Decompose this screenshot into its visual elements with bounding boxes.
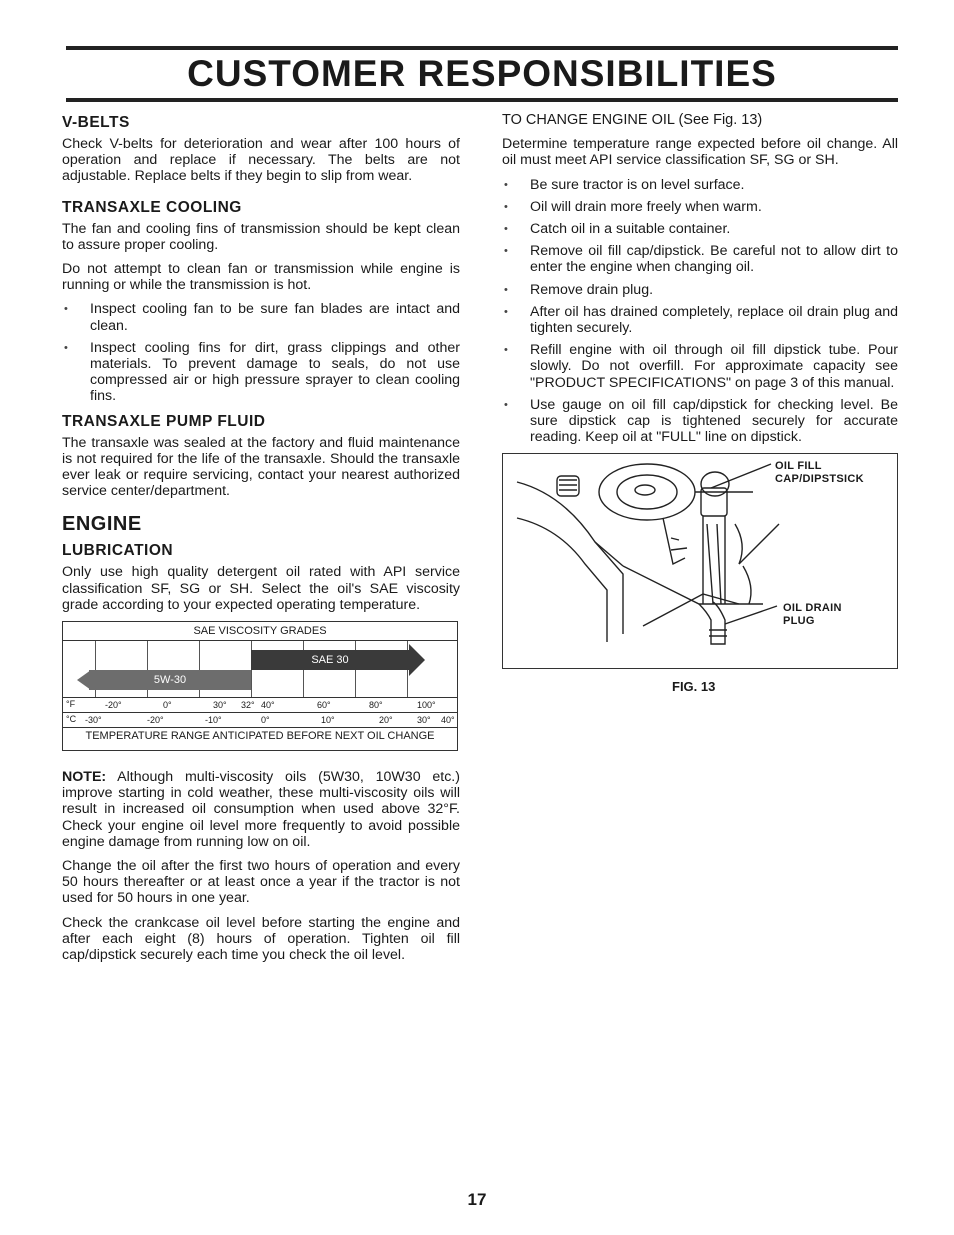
list-item-text: Remove oil fill cap/dipstick. Be careful not to allow dirt to enter the engine when changing oil.	[530, 243, 898, 276]
oil-drain-label-line2: PLUG	[783, 615, 815, 628]
transaxle-pump-heading: TRANSAXLE PUMP FLUID	[62, 412, 266, 430]
celsius-unit: °C	[66, 714, 77, 725]
list-item	[502, 342, 898, 391]
c-tick: 20°	[379, 715, 393, 726]
f-tick: 0°	[163, 700, 172, 711]
f-tick: -20°	[105, 700, 122, 711]
f-tick: 80°	[369, 700, 383, 711]
list-item	[502, 397, 898, 446]
c-tick: 0°	[261, 715, 270, 726]
change-oil-paragraph: Change the oil after the first two hours of operation and every 50 hours thereafter or at least once a year if the tractor is not used for 50 hours in one year.	[62, 858, 460, 907]
f-tick: 60°	[317, 700, 331, 711]
list-item-text: After oil has drained completely, replace oil drain plug and tighten securely.	[530, 303, 898, 337]
note-paragraph	[62, 769, 460, 850]
transaxle-cooling-p2: Do not attempt to clean fan or transmission while engine is running or while the transmission is hot.	[62, 261, 460, 294]
vbelts-body: Check V-belts for deterioration and wear after 100 hours of operation and replace if necessary. The belts are not adjustable. Replace belts if they begin to slip from wear.	[62, 136, 460, 185]
list-item-text: Remove drain plug.	[530, 281, 654, 298]
list-item	[502, 177, 898, 193]
bar-sae30: SAE 30	[251, 650, 409, 670]
oil-fill-label-line1: OIL FILL	[775, 460, 822, 473]
list-item-text: Be sure tractor is on level surface.	[530, 176, 745, 193]
lubrication-heading: LUBRICATION	[62, 542, 174, 560]
page-number: 17	[467, 1190, 487, 1209]
lubrication-body: Only use high quality detergent oil rated with API service classification SF, SG or SH. Select the oil's SAE viscosity grade according to your expected operating temperature.	[62, 564, 460, 613]
transaxle-cooling-list	[62, 301, 460, 404]
engine-heading: ENGINE	[62, 513, 142, 536]
bullet-icon: •	[504, 283, 508, 296]
list-item-text: Use gauge on oil fill cap/dipstick for checking level. Be sure dipstick cap is tightened securely for accurate reading. Keep oil at "FULL" line on dipstick.	[530, 396, 898, 446]
fahrenheit-unit: °F	[66, 699, 76, 710]
c-tick: -10°	[205, 715, 222, 726]
engine-oil-illustration	[503, 454, 897, 668]
list-item	[502, 221, 898, 237]
change-oil-heading: TO CHANGE ENGINE OIL (See Fig. 13)	[502, 112, 763, 128]
celsius-row	[63, 713, 457, 728]
check-oil-paragraph: Check the crankcase oil level before starting the engine and after each eight (8) hours of operation. Tighten oil fill cap/dipstick securely each time you check the oil level.	[62, 914, 460, 964]
f-tick: 100°	[417, 700, 436, 711]
right-column	[502, 112, 898, 694]
fahrenheit-row	[63, 698, 457, 713]
c-tick: -30°	[85, 715, 102, 726]
list-item	[502, 282, 898, 298]
sae-chart-grid	[63, 641, 457, 698]
left-column	[62, 112, 460, 971]
bullet-icon: •	[504, 305, 508, 318]
sae-chart-footer: TEMPERATURE RANGE ANTICIPATED BEFORE NEXT OIL CHANGE	[85, 730, 435, 743]
oil-fill-label	[775, 460, 864, 486]
bullet-icon: •	[504, 398, 508, 411]
list-item	[62, 340, 460, 405]
transaxle-cooling-heading: TRANSAXLE COOLING	[62, 198, 242, 216]
vbelts-heading: V-BELTS	[62, 114, 130, 131]
bullet-icon: •	[64, 341, 68, 354]
arrow-left-icon	[77, 670, 91, 690]
bullet-icon: •	[504, 223, 508, 236]
c-tick: -20°	[147, 715, 164, 726]
figure-13	[502, 453, 898, 669]
f-tick: 32°	[241, 700, 255, 711]
note-label: NOTE:	[62, 769, 107, 786]
c-tick: 40°	[441, 715, 455, 726]
bullet-icon: •	[504, 344, 508, 357]
transaxle-cooling-p1: The fan and cooling fins of transmission should be kept clean to assure proper cooling.	[62, 220, 460, 253]
c-tick: 30°	[417, 715, 431, 726]
list-item-text: Refill engine with oil through oil fill dipstick tube. Pour slowly. Do not overfill. For approximate capacity see "PRODUCT SPECIFICATIONS" on page 3 of this manual.	[530, 342, 898, 391]
list-item-text: Inspect cooling fins for dirt, grass clippings and other materials. To prevent damage to seals, do not use compressed air or high pressure sprayer to clean cooling fins.	[90, 339, 460, 405]
change-oil-list	[502, 177, 898, 446]
list-item	[502, 199, 898, 215]
bar-5w30: 5W-30	[89, 670, 251, 690]
top-rule	[66, 46, 898, 50]
change-oil-intro: Determine temperature range expected before oil change. All oil must meet API service classification SF, SG or SH.	[502, 136, 898, 169]
sae-chart-header: SAE VISCOSITY GRADES	[63, 622, 457, 641]
sae-viscosity-chart	[62, 621, 458, 751]
oil-drain-label-line1: OIL DRAIN	[783, 602, 842, 615]
list-item-text: Oil will drain more freely when warm.	[530, 198, 762, 215]
oil-drain-label	[783, 602, 842, 628]
page-title: CUSTOMER RESPONSIBILITIES	[187, 53, 777, 94]
f-tick: 30°	[213, 700, 227, 711]
list-item	[502, 243, 898, 275]
f-tick: 40°	[261, 700, 275, 711]
bottom-rule	[66, 98, 898, 102]
transaxle-pump-body: The transaxle was sealed at the factory and fluid maintenance is not required for the life of the transaxle. Should the transaxle ever leak or require servicing, contact your nearest authorized service center/department.	[62, 434, 460, 500]
figure-caption: FIG. 13	[672, 679, 716, 695]
c-tick: 10°	[321, 715, 335, 726]
list-item	[62, 301, 460, 333]
bullet-icon: •	[504, 178, 508, 191]
arrow-right-icon	[409, 644, 425, 676]
oil-fill-label-line2: CAP/DIPSTSICK	[775, 473, 864, 486]
list-item-text: Catch oil in a suitable container.	[530, 221, 731, 238]
bullet-icon: •	[504, 200, 508, 213]
note-body: Although multi-viscosity oils (5W30, 10W30 etc.) improve starting in cold weather, these multi-viscosity oils will result in increased oil consumption when used above 32°F. Check your engine oil level more frequently to avoid possible engine damage from running low on oil.	[62, 769, 460, 850]
bullet-icon: •	[504, 245, 508, 258]
bullet-icon: •	[64, 303, 68, 316]
list-item	[502, 304, 898, 336]
list-item-text: Inspect cooling fan to be sure fan blades are intact and clean.	[90, 301, 460, 334]
